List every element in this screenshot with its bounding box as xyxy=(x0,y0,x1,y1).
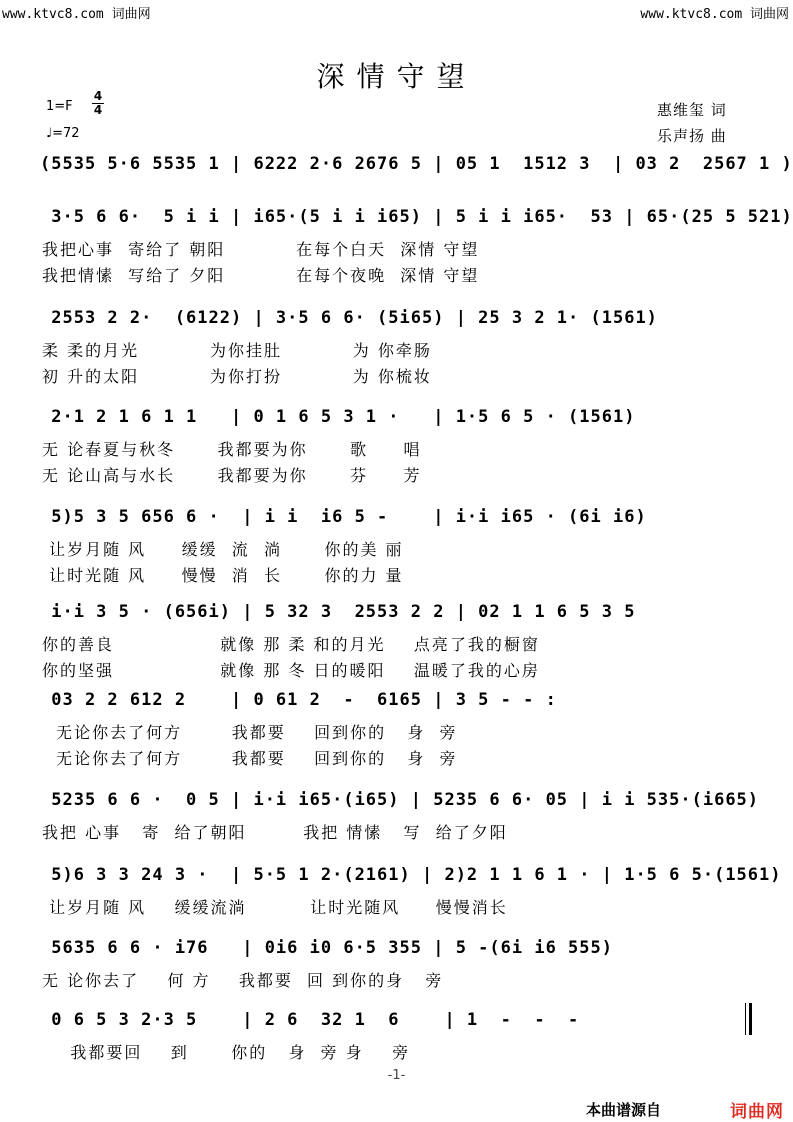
page-number: -1- xyxy=(387,1068,406,1083)
lyric-verse-1: 我把心事 寄给了 朝阳 在每个白天 深情 守望 xyxy=(42,240,480,259)
notation-line: 2553 2 2· (6122) | 3·5 6 6· (5i65) | 25 3 2 1· (1561) xyxy=(40,308,658,328)
score-line-1 xyxy=(40,150,793,184)
notation-line: i·i 3 5 · (656i) | 5 32 3 2553 2 2 | 02 1 1 6 5 3 5 xyxy=(40,602,636,622)
time-sig-bottom: 4 xyxy=(93,103,103,117)
song-title: 深情守望 xyxy=(316,60,477,93)
score-line-9 xyxy=(40,865,782,921)
site-logo[interactable]: 词曲网 xyxy=(730,1102,784,1122)
notation-line: 2·1 2 1 6 1 1 | 0 1 6 5 3 1 · | 1·5 6 5 · (1561) xyxy=(40,407,636,427)
lyric-verse-2: 你的坚强 就像 那 冬 日的暖阳 温暖了我的心房 xyxy=(42,661,540,680)
composer-credit: 乐声扬 曲 xyxy=(657,127,727,145)
time-signature xyxy=(92,90,104,117)
notation-line: 5235 6 6 · 0 5 | i·i i65·(i65) | 5235 6 6· 05 | i i 535·(i665) xyxy=(40,790,760,810)
notation-line: 5635 6 6 · i76 | 0i6 i0 6·5 355 | 5 -(6i i6 555) xyxy=(40,938,613,958)
score-line-7 xyxy=(40,690,760,770)
score-line-4 xyxy=(40,407,760,487)
score-line-11 xyxy=(40,1010,760,1066)
notation-line: 03 2 2 612 2 | 0 61 2 - 6165 | 3 5 - - : xyxy=(40,690,557,710)
watermark-right: www.ktvc8.com 词曲网 xyxy=(640,7,789,22)
lyric-verse-2: 初 升的太阳 为你打扮 为 你梳妆 xyxy=(42,367,432,386)
lyric-line: 我把 心事 寄 给了朝阳 我把 情愫 写 给了夕阳 xyxy=(42,823,508,842)
final-barline-thin xyxy=(745,1003,746,1035)
lyric-verse-1: 你的善良 就像 那 柔 和的月光 点亮了我的橱窗 xyxy=(42,635,540,654)
score-line-2 xyxy=(40,207,793,287)
lyric-line: 我都要回 到 你的 身 旁 身 旁 xyxy=(42,1043,411,1062)
notation-line: (5535 5·6 5535 1 | 6222 2·6 2676 5 | 05 1 1512 3 | 03 2 2567 1 ) xyxy=(40,154,793,174)
final-barline-thick xyxy=(749,1003,752,1035)
lyricist-credit: 惠维玺 词 xyxy=(657,101,727,119)
watermark-left: www.ktvc8.com 词曲网 xyxy=(2,7,151,22)
lyric-line: 让岁月随 风 缓缓流淌 让时光随风 慢慢消长 xyxy=(42,898,508,917)
score-line-10 xyxy=(40,938,760,994)
score-line-3 xyxy=(40,308,760,388)
lyric-verse-1: 无 论春夏与秋冬 我都要为你 歌 唱 xyxy=(42,440,422,459)
lyric-verse-1: 让岁月随 风 缓缓 流 淌 你的美 丽 xyxy=(42,540,404,559)
lyric-verse-1: 柔 柔的月光 为你挂肚 为 你牵肠 xyxy=(42,341,432,360)
score-line-5 xyxy=(40,507,760,587)
notation-line: 3·5 6 6· 5 i i | i65·(5 i i i65) | 5 i i i65· 53 | 65·(25 5 521) xyxy=(40,207,793,227)
lyric-verse-2: 让时光随 风 慢慢 消 长 你的力 量 xyxy=(42,566,404,585)
score-line-6 xyxy=(40,602,760,682)
lyric-line: 无 论你去了 何 方 我都要 回 到你的身 旁 xyxy=(42,971,444,990)
score-line-8 xyxy=(40,790,760,846)
notation-line: 0 6 5 3 2·3 5 | 2 6 32 1 6 | 1 - - - xyxy=(40,1010,580,1030)
lyric-verse-2: 无论你去了何方 我都要 回到你的 身 旁 xyxy=(42,749,458,768)
source-label: 本曲谱源自 xyxy=(586,1101,662,1119)
lyric-verse-1: 无论你去了何方 我都要 回到你的 身 旁 xyxy=(42,723,458,742)
lyric-verse-2: 无 论山高与水长 我都要为你 芬 芳 xyxy=(42,466,422,485)
time-sig-top: 4 xyxy=(93,89,103,103)
notation-line: 5)6 3 3 24 3 · | 5·5 1 2·(2161) | 2)2 1 1 6 1 · | 1·5 6 5·(1561) xyxy=(40,865,782,885)
tempo-mark: ♩=72 xyxy=(46,126,80,141)
lyric-verse-2: 我把情愫 写给了 夕阳 在每个夜晚 深情 守望 xyxy=(42,266,480,285)
key-signature: 1=F xyxy=(46,99,73,114)
notation-line: 5)5 3 5 656 6 · | i i i6 5 - | i·i i65 · (6i i6) xyxy=(40,507,647,527)
